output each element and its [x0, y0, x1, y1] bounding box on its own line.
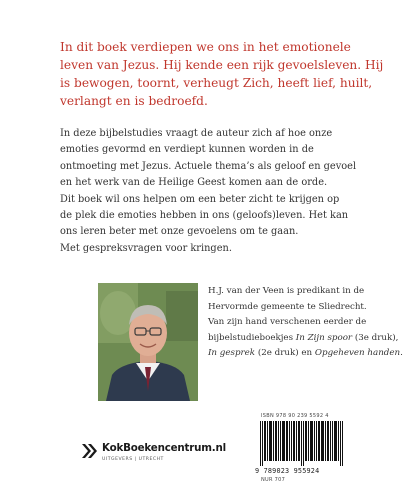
nur-code: NUR 707 [261, 477, 286, 483]
intro-line: leven van Jezus. Hij kende een rijk gevoelsleven. Hij [60, 58, 384, 72]
body-line: emoties gevormd en verdiept kunnen worden in de [60, 144, 314, 156]
body-line: Dit boek wil ons helpen om een beter zicht te krijgen op [60, 193, 340, 205]
author-bio-line: H.J. van der Veen is predikant in de [208, 286, 365, 296]
publisher-subtitle: UITGEVERS | UTRECHT [102, 457, 164, 462]
book-title: In gesprek [208, 348, 256, 359]
body-line: ontmoeting met Jezus. Actuele thema’s als geloof en gevoel [60, 160, 357, 172]
author-bio-line [208, 346, 403, 362]
author-bio-line [208, 331, 399, 347]
edition-note: (3e druk), [354, 332, 399, 343]
body-line: en het werk van de Heilige Geest komen aan de orde. [60, 177, 328, 189]
barcode-digits: 9 789023 955924 [255, 467, 320, 475]
publisher-name: KokBoekencentrum.nl [102, 442, 226, 454]
description-paragraph [60, 126, 360, 257]
intro-paragraph [60, 38, 384, 110]
publisher-logo [80, 440, 230, 470]
author-photo [98, 283, 198, 401]
author-portrait-image [98, 283, 198, 401]
publisher-mark-icon [80, 442, 98, 460]
body-line: In deze bijbelstudies vraagt de auteur zich af hoe onze [60, 128, 333, 139]
book-title: Opgeheven handen [314, 348, 401, 359]
author-bio-text: bijbelstudieboekjes [208, 332, 294, 343]
isbn-label: ISBN 978 90 239 5592 4 [261, 413, 329, 419]
book-title: In Zijn spoor [295, 332, 353, 343]
author-bio [208, 284, 403, 362]
intro-line: is bewogen, toornt, verheugt Zich, heeft lief, huilt, [60, 76, 373, 90]
intro-line: verlangt en is bedroefd. [60, 94, 208, 108]
sentence-end: . [400, 348, 403, 359]
body-line: de plek die emoties hebben in ons (geloofs)leven. Het kan [60, 210, 349, 222]
intro-line: In dit boek verdiepen we ons in het emotionele [60, 40, 351, 54]
body-line: Met gespreksvragen voor kringen. [60, 242, 232, 254]
author-bio-line: Hervormde gemeente te Sliedrecht. [208, 301, 367, 312]
edition-note: (2e druk) en [257, 348, 313, 359]
author-bio-line: Van zijn hand verschenen eerder de [208, 317, 367, 328]
body-line: ons leren beter met onze gevoelens om te gaan. [60, 226, 299, 238]
barcode-image [260, 421, 344, 466]
